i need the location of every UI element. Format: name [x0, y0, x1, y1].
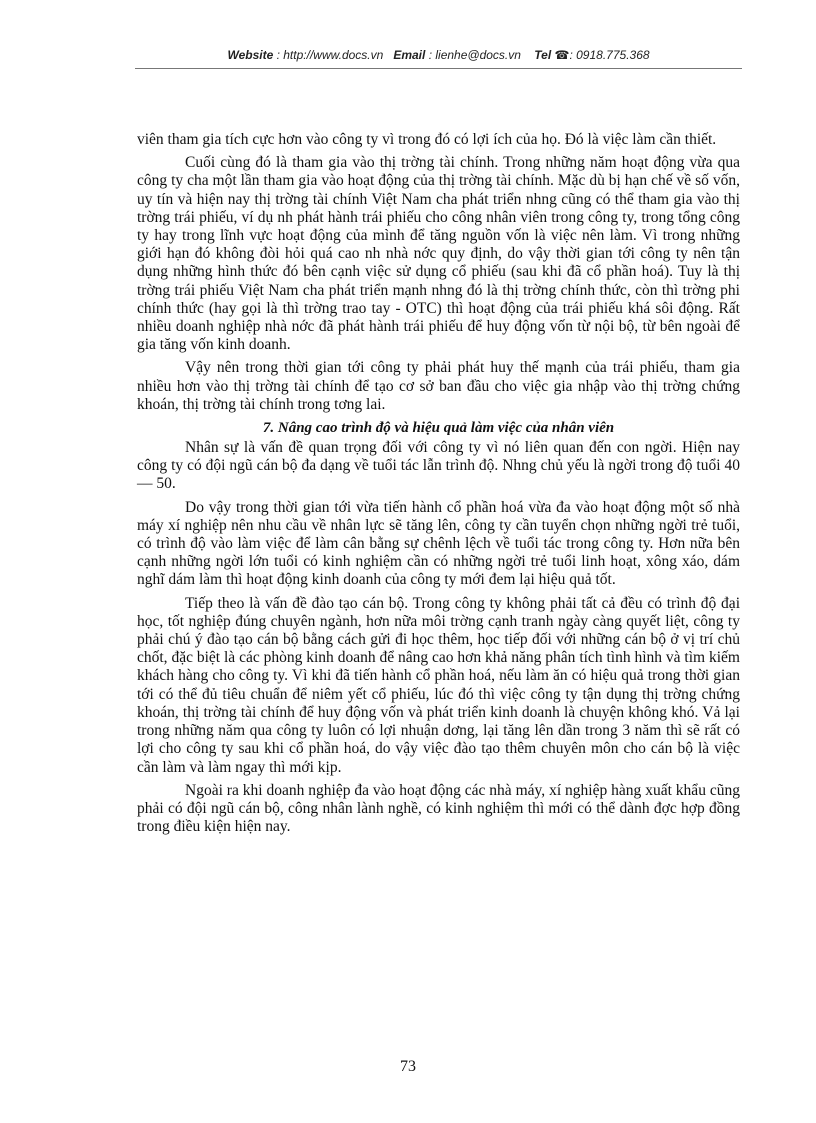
website-value[interactable]: : http://www.docs.vn — [276, 48, 384, 62]
header-divider — [135, 68, 742, 69]
paragraph-personnel: Nhân sự là vấn đề quan trọng đối với công ty vì nó liên quan đến con ngời. Hiện nay công ty có đội ngũ cán bộ đa dạng về tuổi tác lẫn trình độ. Nhng chủ yếu là ngời trong độ tuổi 40 — 50. — [137, 439, 740, 493]
document-body — [137, 131, 740, 841]
paragraph-bond-strength: Vậy nên trong thời gian tới công ty phải phát huy thế mạnh của trái phiếu, tham gia nhiều hơn vào thị trờng tài chính để tạo cơ sở ban đầu cho việc gia nhập vào thị trờng chứng khoán, thị trờng tài chính trong tơng lai. — [137, 359, 740, 413]
phone-icon: ☎ — [554, 48, 570, 62]
paragraph-financial-market: Cuối cùng đó là tham gia vào thị trờng tài chính. Trong những năm hoạt động vừa qua công ty cha một lần tham gia vào hoạt động của thị trờng tài chính. Mặc dù bị hạn chế về số vốn, uy tín và hiện nay thị trờng tài chính Việt Nam cha phát triển nhng cũng có thể tham gia vào thị trờng trái phiếu, ví dụ nh phát hành trái phiếu cho công nhân viên trong công ty, trong tổng công ty hay trong lĩnh vực hoạt động của mình để tăng nguồn vốn là việc nên làm. Vì trong những giới hạn đó không đòi hỏi quá cao nh nhà nớc quy định, do vậy thời gian tới công ty nên tận dụng những hình thức đó bên cạnh việc sử dụng cổ phiếu (sau khi đã cổ phần hoá). Tuy là thị trờng trái phiếu Việt Nam cha phát triển mạnh nhng đó là thị trờng chính thức, còn thì trờng phi chính thức (hay gọi là thì trờng trao tay - OTC) thì hoạt động của trái phiếu khá sôi động. Rất nhiều doanh nghiệp nhà nớc đã phát hành trái phiếu để huy động vốn từ nội bộ, từ bên ngoài để gia tăng vốn kinh doanh. — [137, 154, 740, 354]
website-label: Website — [227, 48, 274, 62]
paragraph-recruitment: Do vậy trong thời gian tới vừa tiến hành cổ phần hoá vừa đa vào hoạt động một số nhà máy xí nghiệp nên nhu cầu về nhân lực sẽ tăng lên, công ty cần tuyển chọn những ngời trẻ tuổi, có trình độ vào làm việc để làm cân bằng sự chênh lệch về tuổi tác trong công ty. Hơn nữa bên cạnh những ngời lớn tuổi có kinh nghiệm cần có những ngời trẻ tuổi linh hoạt, xông xáo, dám nghĩ dám làm thì hoạt động kinh doanh của công ty mới đem lại hiệu quả tốt. — [137, 498, 740, 589]
section-heading: 7. Nâng cao trình độ và hiệu quả làm việc của nhân viên — [262, 420, 615, 437]
email-value[interactable]: : lienhe@docs.vn — [428, 48, 521, 62]
tel-label: Tel — [534, 48, 552, 62]
tel-value: : 0918.775.368 — [569, 48, 650, 62]
paragraph-continuation: viên tham gia tích cực hơn vào công ty vì trong đó có lợi ích của họ. Đó là việc làm cần thiết. — [137, 131, 717, 148]
email-label: Email — [393, 48, 426, 62]
page-number: 73 — [400, 1058, 416, 1075]
page-header — [135, 48, 742, 62]
paragraph-training: Tiếp theo là vấn đề đào tạo cán bộ. Trong công ty không phải tất cả đều có trình độ đại học, tốt nghiệp đúng chuyên ngành, hơn nữa môi trờng cạnh tranh ngày càng quyết liệt, công ty phải chú ý đào tạo cán bộ bằng cách gửi đi học thêm, học tiếp đối với những cán bộ ở vị trí chủ chốt, đặc biệt là các phòng kinh doanh để nâng cao hơn khả năng phân tích tình hình và tìm kiếm khách hàng cho công ty. Vì khi đã tiến hành cổ phần hoá, nếu làm ăn có hiệu quả trong thời gian tới có thể đủ tiêu chuẩn để niêm yết cổ phiếu, lúc đó thì việc công ty tận dụng thị trờng chứng khoán, thị trờng tài chính để huy động vốn và phát triển kinh doanh là chuyện không khó. Vả lại trong những năm qua công ty luôn có lợi nhuận dơng, lại tăng lên dần trong 3 năm thì sẽ rất có lợi cho công ty sau khi cổ phần hoá, do vậy việc đào tạo thêm chuyên môn cho cán bộ là việc cần làm và làm ngay thì mới kịp. — [137, 594, 740, 776]
paragraph-skilled-workforce: Ngoài ra khi doanh nghiệp đa vào hoạt động các nhà máy, xí nghiệp hàng xuất khẩu cũng phải có đội ngũ cán bộ, công nhân lành nghề, có kinh nghiệm thì mới có thể dành đợc hợp đồng trong điều kiện hiện nay. — [137, 781, 740, 836]
